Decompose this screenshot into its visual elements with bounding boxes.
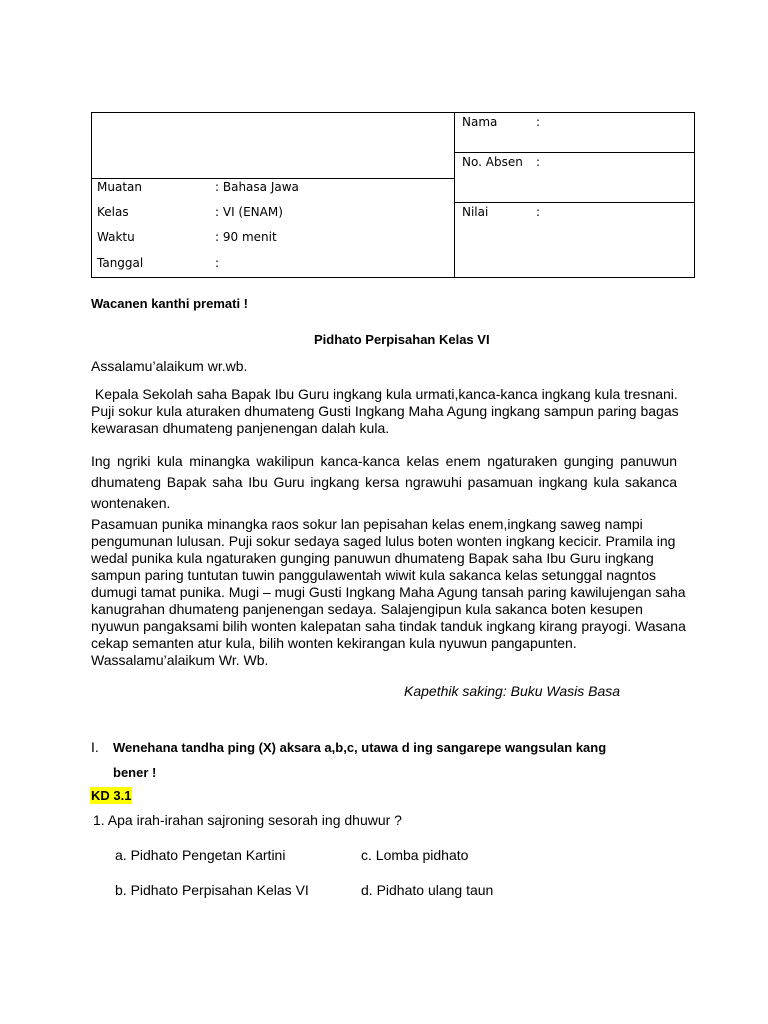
question-1: 1. Apa irah-irahan sajroning sesorah ing dhuwur ? bbox=[93, 812, 402, 828]
nilai-colon: : bbox=[536, 205, 541, 219]
paragraph-3 bbox=[91, 516, 686, 669]
paragraph-line: nyuwun pangaksami bilih wonten kalepatan saha tindak tanduk ingkang kirang prayogi. Wasana bbox=[91, 618, 686, 634]
table-divider bbox=[454, 152, 694, 153]
kd-label: KD 3.1 bbox=[91, 788, 132, 803]
muatan-value: : Bahasa Jawa bbox=[215, 180, 299, 194]
source-citation: Kapethik saking: Buku Wasis Basa bbox=[404, 683, 621, 699]
tanggal-value: : bbox=[215, 256, 220, 270]
waktu-value: : 90 menit bbox=[215, 230, 277, 244]
identity-table bbox=[91, 112, 695, 278]
nilai-label: Nilai bbox=[462, 205, 489, 219]
table-border bbox=[91, 112, 695, 278]
paragraph-line: dhumateng Bapak saha Ibu Guru ingkang kersa ngrawuhi pasamuan ingkang kula sakanca bbox=[91, 474, 677, 490]
speech-title: Pidhato Perpisahan Kelas VI bbox=[314, 332, 490, 347]
paragraph-line: Puji sokur kula aturaken dhumateng Gusti Ingkang Maha Agung ingkang sampun paring bagas bbox=[91, 403, 679, 419]
paragraph-line: cekap semanten atur kula, bilih wonten kekirangan kula nyuwun pangapunten. bbox=[91, 635, 577, 651]
paragraph-line: kewarasan dhumateng panjenengan dalah kula. bbox=[91, 420, 390, 436]
option-c: c. Lomba pidhato bbox=[361, 847, 469, 863]
paragraph-line: dumugi tamat punika. Mugi – mugi Gusti Ingkang Maha Agung tansah paring kawilujengan saha bbox=[91, 584, 686, 600]
no-absen-label: No. Absen bbox=[462, 155, 523, 169]
reading-instruction: Wacanen kanthi premati ! bbox=[91, 296, 248, 311]
muatan-label: Muatan bbox=[97, 180, 142, 194]
paragraph-line: sampun paring tuntutan tuwin panggulawentah wiwit kula sakanca kelas setunggal nagntos bbox=[91, 567, 657, 583]
option-b: b. Pidhato Perpisahan Kelas VI bbox=[115, 882, 309, 898]
paragraph-1 bbox=[91, 386, 677, 437]
table-divider bbox=[454, 202, 694, 203]
paragraph-line: wontenaken. bbox=[91, 495, 171, 511]
nama-colon: : bbox=[536, 115, 541, 129]
section-instruction-line: Wenehana tandha ping (X) aksara a,b,c, utawa d ing sangarepe wangsulan kang bbox=[113, 740, 607, 755]
option-a: a. Pidhato Pengetan Kartini bbox=[115, 847, 286, 863]
waktu-label: Waktu bbox=[97, 230, 135, 244]
table-divider bbox=[91, 178, 454, 179]
paragraph-line: pengumunan lulusan. Puji sokur sedaya saged lulus boten wonten ingkang kecicir. Pramila ing bbox=[91, 533, 676, 549]
no-absen-colon: : bbox=[536, 155, 541, 169]
table-divider bbox=[454, 112, 455, 278]
paragraph-line: kanugrahan dhumateng panjenengan sedaya. Salajengipun kula sakanca boten kesupen bbox=[91, 601, 643, 617]
kelas-label: Kelas bbox=[97, 205, 129, 219]
paragraph-line: Kepala Sekolah saha Bapak Ibu Guru ingkang kula urmati,kanca-kanca ingkang kula tresnani. bbox=[91, 386, 678, 402]
paragraph-line: Ing ngriki kula minangka wakilipun kanca-kanca kelas enem ngaturaken gunging panuwun bbox=[91, 453, 677, 469]
paragraph-line: Pasamuan punika minangka raos sokur lan pepisahan kelas enem,ingkang saweg nampi bbox=[91, 516, 643, 532]
greeting: Assalamu’alaikum wr.wb. bbox=[91, 358, 248, 374]
paragraph-2 bbox=[91, 451, 677, 514]
option-d: d. Pidhato ulang taun bbox=[361, 882, 494, 898]
paragraph-line: Wassalamu’alaikum Wr. Wb. bbox=[91, 652, 269, 668]
section-number: I. bbox=[91, 739, 99, 755]
paragraph-line: wedal punika kula ngaturaken gunging panuwun dhumateng Bapak saha Ibu Guru ingkang bbox=[91, 550, 654, 566]
tanggal-label: Tanggal bbox=[97, 256, 144, 270]
section-instruction-line: bener ! bbox=[113, 765, 157, 780]
kelas-value: : VI (ENAM) bbox=[215, 205, 283, 219]
nama-label: Nama bbox=[462, 115, 498, 129]
